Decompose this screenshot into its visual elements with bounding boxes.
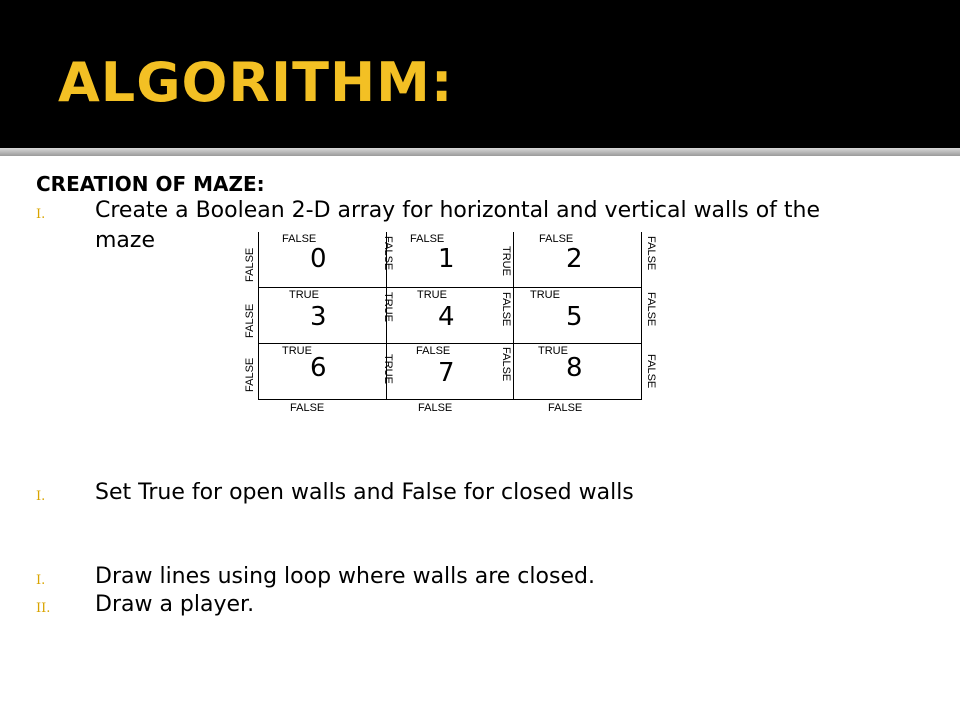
vertical-wall-label: FALSE [645, 354, 657, 389]
vertical-wall-label: FALSE [382, 236, 394, 271]
top-wall-label: TRUE [282, 345, 312, 357]
top-wall-label: TRUE [538, 345, 568, 357]
vertical-wall-label: FALSE [500, 347, 512, 382]
maze-cell-number: 8 [566, 353, 583, 383]
maze-grid [244, 232, 657, 414]
bottom-wall-label: FALSE [418, 402, 453, 414]
section-heading: CREATION OF MAZE: [36, 172, 265, 196]
top-wall-label: FALSE [416, 345, 451, 357]
maze-cell-number: 3 [310, 302, 327, 332]
list-marker: II. [36, 601, 51, 616]
vertical-wall-label: FALSE [244, 357, 256, 392]
list-item-text: Draw lines using loop where walls are closed. [95, 564, 595, 589]
grid-line [258, 287, 642, 288]
maze-cell-number: 6 [310, 353, 327, 383]
top-wall-label: TRUE [417, 289, 447, 301]
grid-line [513, 232, 514, 400]
slide-title: ALGORITHM: [58, 51, 454, 114]
vertical-wall-label: TRUE [500, 246, 512, 276]
vertical-wall-label: FALSE [500, 292, 512, 327]
vertical-wall-label: FALSE [645, 236, 657, 271]
list-item-text: Create a Boolean 2-D array for horizontal and vertical walls of the [95, 198, 821, 223]
vertical-wall-label: FALSE [244, 247, 256, 282]
maze-cell-number: 0 [310, 244, 327, 274]
list-marker: I. [36, 489, 46, 504]
vertical-wall-label: FALSE [645, 292, 657, 327]
grid-line [258, 399, 642, 400]
bottom-wall-label: FALSE [290, 402, 325, 414]
list-item-text: Set True for open walls and False for closed walls [95, 480, 634, 505]
top-wall-label: FALSE [282, 233, 317, 245]
grid-line [641, 232, 642, 400]
list-item-text: maze [95, 228, 155, 253]
top-wall-label: FALSE [410, 233, 445, 245]
list-item-text: Draw a player. [95, 592, 255, 617]
vertical-wall-label: TRUE [382, 354, 394, 384]
grid-line [258, 343, 642, 344]
maze-cell-number: 7 [438, 358, 455, 388]
maze-cell-number: 2 [566, 244, 583, 274]
list-marker: I. [36, 207, 46, 222]
maze-cell-number: 1 [438, 244, 455, 274]
top-wall-label: TRUE [530, 289, 560, 301]
vertical-wall-label: FALSE [244, 303, 256, 338]
maze-cell-number: 5 [566, 302, 583, 332]
list-marker: I. [36, 573, 46, 588]
vertical-wall-label: TRUE [382, 292, 394, 322]
top-wall-label: TRUE [289, 289, 319, 301]
bottom-wall-label: FALSE [548, 402, 583, 414]
grid-line [258, 232, 259, 400]
maze-cell-number: 4 [438, 302, 455, 332]
title-divider [0, 148, 960, 156]
top-wall-label: FALSE [539, 233, 574, 245]
